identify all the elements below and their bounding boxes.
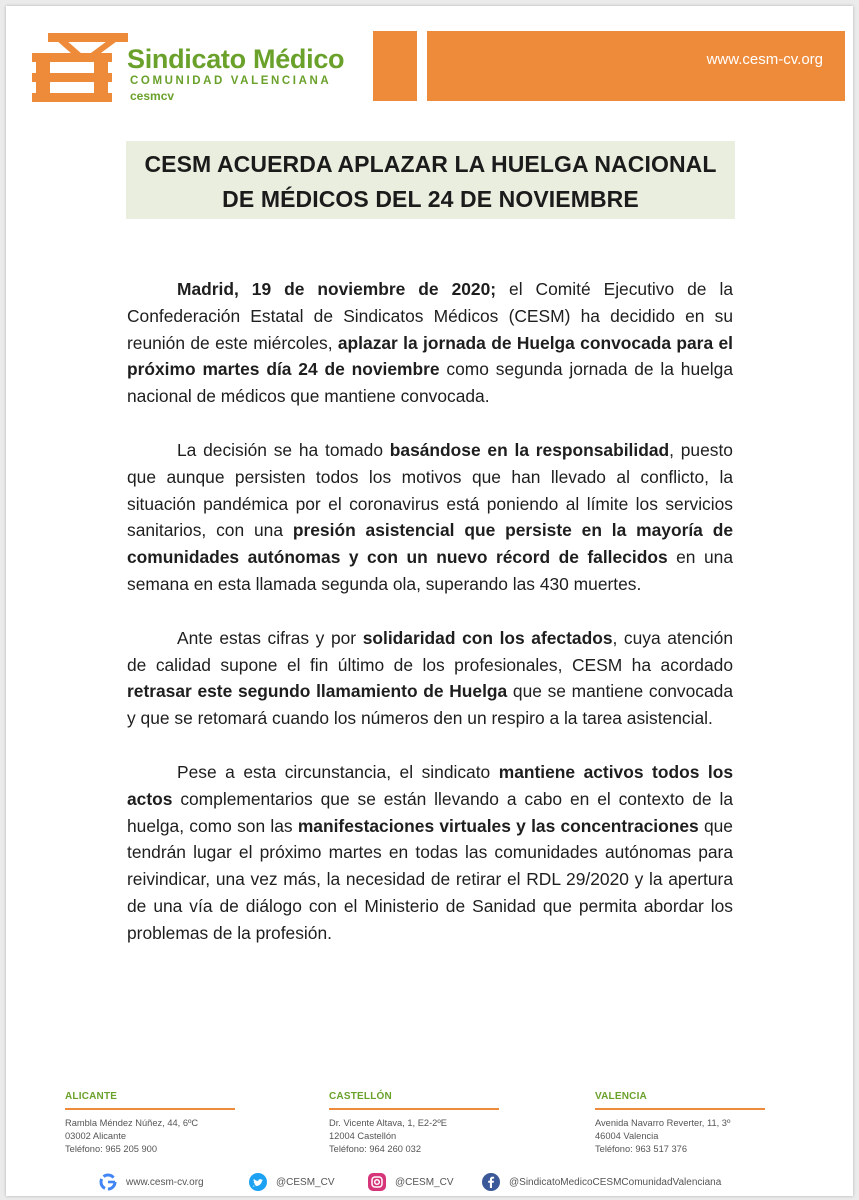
header-accent-bar bbox=[373, 31, 417, 101]
body-text: complementarios que se están llevando a cabo en el contexto de la huelga, como son las bbox=[127, 788, 733, 836]
body-text: que tendrán lugar el próximo martes en todas las comunidades autónomas para reivindicar, una vez más, la necesidad de retirar el RDL 29/2020 y la apertura de una vía de diálogo con el Ministerio de Sanidad que permita abordar los problemas de la profesión. bbox=[127, 815, 733, 943]
address-line: Dr. Vicente Altava, 1, E2-2ºE bbox=[329, 1118, 447, 1128]
address-line: 46004 Valencia bbox=[595, 1131, 659, 1141]
brand-short: cesmcv bbox=[130, 89, 175, 103]
emphasis-text: manifestaciones virtuales y las concentraciones bbox=[297, 815, 699, 836]
divider bbox=[595, 1108, 765, 1110]
social-label: @CESM_CV bbox=[395, 1176, 454, 1188]
emphasis-text: presión asistencial que persiste en la mayoría de comunidades autónomas y con un nuevo récord de fallecidos bbox=[127, 520, 733, 568]
brand-subtitle: COMUNIDAD VALENCIANA bbox=[130, 75, 332, 87]
google-icon bbox=[99, 1173, 117, 1191]
body-text: que se mantiene convocada y que se retomará cuando los números den un respiro a la tarea asistencial. bbox=[127, 681, 733, 729]
office-city: ALICANTE bbox=[65, 1091, 118, 1102]
office-castellon bbox=[329, 1091, 499, 1156]
office-address bbox=[65, 1117, 235, 1156]
cesm-logo-icon bbox=[32, 33, 128, 103]
instagram-icon bbox=[368, 1173, 386, 1191]
emphasis-text: mantiene activos todos los actos bbox=[127, 761, 733, 809]
body-paragraph bbox=[127, 437, 733, 598]
phone-line: Teléfono: 965 205 900 bbox=[65, 1144, 158, 1154]
body-text: , cuya atención de calidad supone el fin último de los profesionales, CESM ha acordado bbox=[127, 627, 734, 675]
brand-name: Sindicato Médico bbox=[127, 44, 345, 74]
twitter-icon bbox=[249, 1173, 267, 1191]
social-twitter[interactable] bbox=[249, 1171, 335, 1193]
address-line: Rambla Méndez Núñez, 44, 6ºC bbox=[65, 1118, 199, 1128]
facebook-icon bbox=[482, 1173, 500, 1191]
document-page bbox=[6, 6, 853, 1196]
social-instagram[interactable] bbox=[368, 1171, 454, 1193]
address-line: 03002 Alicante bbox=[65, 1131, 126, 1141]
divider bbox=[329, 1108, 499, 1110]
social-facebook[interactable] bbox=[482, 1171, 721, 1193]
body-text: el Comité Ejecutivo de la Confederación Estatal de Sindicatos Médicos (CESM) ha decidido en su reunión de este miércoles, bbox=[127, 279, 733, 353]
press-release-body bbox=[127, 276, 733, 974]
body-paragraph bbox=[127, 759, 733, 947]
emphasis-text: retrasar este segundo llamamiento de Huelga bbox=[127, 681, 508, 702]
social-web[interactable] bbox=[99, 1171, 204, 1193]
office-alicante bbox=[65, 1091, 235, 1156]
body-paragraph bbox=[127, 276, 733, 410]
social-label: www.cesm-cv.org bbox=[126, 1176, 204, 1188]
body-text: en una semana en esta llamada segunda ola, superando las 430 muertes. bbox=[127, 547, 734, 594]
office-city: CASTELLÓN bbox=[329, 1091, 392, 1102]
title-line-1: CESM ACUERDA APLAZAR LA HUELGA NACIONAL bbox=[144, 151, 717, 177]
emphasis-text: aplazar la jornada de Huelga convocada para el próximo martes día 24 de noviembre bbox=[127, 332, 733, 380]
press-release-title bbox=[126, 141, 735, 219]
office-address bbox=[329, 1117, 499, 1156]
office-city: VALENCIA bbox=[595, 1091, 647, 1102]
title-line-2: DE MÉDICOS DEL 24 DE NOVIEMBRE bbox=[222, 186, 639, 212]
social-label: @SindicatoMedicoCESMComunidadValenciana bbox=[509, 1176, 722, 1188]
emphasis-text: Madrid, 19 de noviembre de 2020; bbox=[177, 279, 497, 299]
phone-line: Teléfono: 964 260 032 bbox=[329, 1144, 422, 1154]
phone-line: Teléfono: 963 517 376 bbox=[595, 1144, 688, 1154]
divider bbox=[65, 1108, 235, 1110]
office-valencia bbox=[595, 1091, 765, 1156]
social-label: @CESM_CV bbox=[276, 1176, 335, 1188]
office-address bbox=[595, 1117, 765, 1156]
body-text: Ante estas cifras y por bbox=[177, 627, 363, 648]
emphasis-text: solidaridad con los afectados bbox=[362, 627, 613, 648]
emphasis-text: basándose en la responsabilidad bbox=[389, 439, 670, 460]
body-text: Pese a esta circunstancia, el sindicato bbox=[177, 761, 499, 782]
body-text: , puesto que aunque persisten todos los motivos que han llevado al conflicto, la situación pandémica por el coronavirus está poniendo al límite los servicios sanitarios, con una bbox=[127, 439, 733, 541]
address-line: 12004 Castellón bbox=[329, 1131, 397, 1141]
address-line: Avenida Navarro Reverter, 11, 3º bbox=[595, 1118, 731, 1128]
body-text: como segunda jornada de la huelga nacional de médicos que mantiene convocada. bbox=[127, 359, 734, 407]
body-text: La decisión se ha tomado bbox=[177, 439, 390, 460]
header-url[interactable]: www.cesm-cv.org bbox=[706, 51, 823, 68]
body-paragraph bbox=[127, 625, 733, 732]
